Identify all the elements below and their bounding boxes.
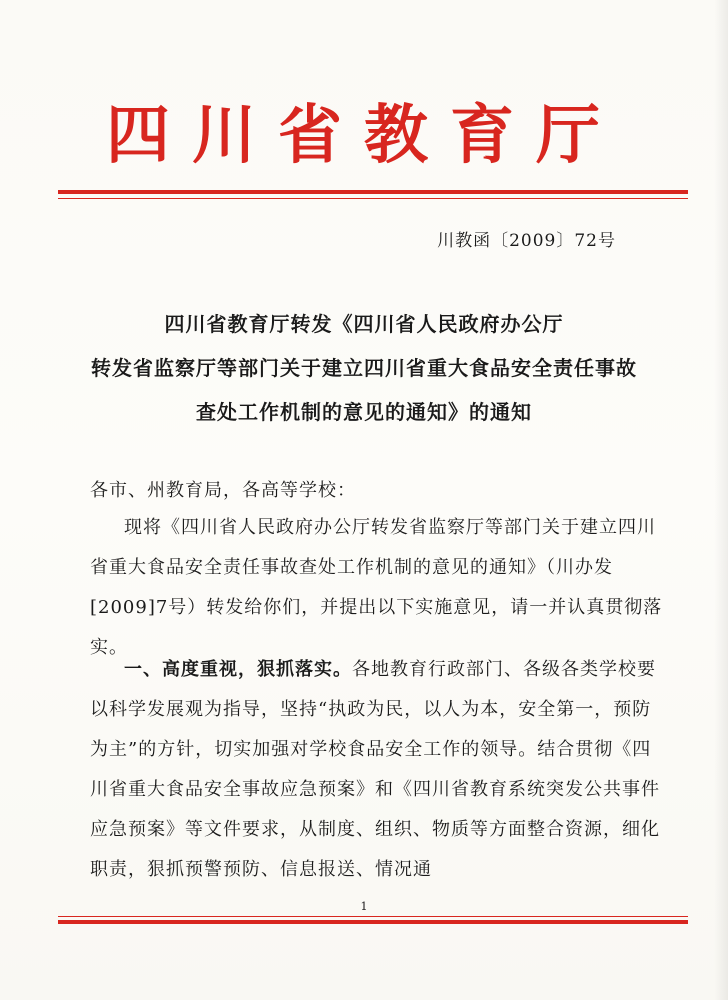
document-title-line-2: 转发省监察厅等部门关于建立四川省重大食品安全责任事故 [91, 356, 637, 380]
document-title-line-1: 四川省教育厅转发《四川省人民政府办公厅 [164, 312, 564, 336]
footer-red-rule-thin [58, 916, 688, 917]
header-red-rule-thick [58, 190, 688, 194]
body-paragraph-1-text: 现将《四川省人民政府办公厅转发省监察厅等部门关于建立四川省重大食品安全责任事故查处工作机制的意见的通知》（川办发[2009]7号）转发给你们，并提出以下实施意见，请一并认真贯彻落实。 [90, 517, 663, 658]
document-number: 川教函〔2009〕72号 [437, 231, 616, 251]
body-paragraph-1 [90, 508, 670, 668]
body-paragraph-2 [90, 650, 670, 890]
header-red-rule-thin [58, 198, 688, 199]
footer-red-rule-thick [58, 920, 688, 924]
section-heading-1: 一、高度重视，狠抓落实。 [124, 659, 352, 680]
page-number: 1 [360, 900, 368, 913]
document-title-line-3: 查处工作机制的意见的通知》的通知 [196, 400, 532, 424]
agency-header-title: 四川省教育厅 [106, 98, 622, 173]
body-paragraph-2-text: 各地教育行政部门、各级各类学校要以科学发展观为指导，坚持“执政为民，以人为本，安全第一，预防为主”的方针，切实加强对学校食品安全工作的领导。结合贯彻《四川省重大食品安全事故应急预案》和《四川省教育系统突发公共事件应急预案》等文件要求，从制度、组织、物质等方面整合资源，细化职责，狠抓预警预防、信息报送、情况通 [90, 659, 660, 880]
salutation: 各市、州教育局，各高等学校： [90, 480, 356, 501]
